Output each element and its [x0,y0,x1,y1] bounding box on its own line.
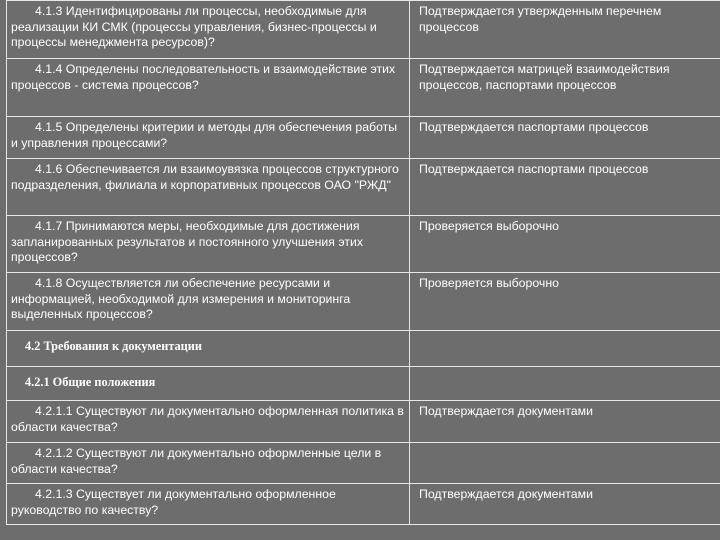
answer-cell: Подтверждается документами [410,484,720,525]
section-row [7,331,720,367]
table-row [7,484,720,525]
question-cell: 4.1.5 Определены критерии и методы для обеспечения работы и управления процессами? [7,117,410,159]
table-row [7,59,720,117]
answer-cell: Подтверждается матрицей взаимодействия процессов, паспортами процессов [410,59,720,117]
question-cell: 4.1.8 Осуществляется ли обеспечение ресурсами и информацией, необходимой для измерения и мониторинга выделенных процессов? [7,273,410,331]
answer-cell: Проверяется выборочно [410,273,720,331]
question-cell: 4.1.6 Обеспечивается ли взаимоувязка процессов структурного подразделения, филиала и корпоративных процессов ОАО "РЖД" [7,159,410,216]
table-row [7,443,720,484]
question-cell: 4.2.1.1 Существуют ли документально оформленная политика в области качества? [7,401,410,443]
question-cell: 4.1.7 Принимаются меры, необходимые для достижения запланированных результатов и постоянного улучшения этих процессов? [7,216,410,273]
table-row [7,117,720,159]
table-row [7,159,720,216]
table-row [7,1,720,59]
question-cell: 4.2.1.3 Существует ли документально оформленное руководство по качеству? [7,484,410,525]
question-cell: 4.1.4 Определены последовательность и взаимодействие этих процессов - система процессов? [7,59,410,117]
requirements-table [6,0,720,525]
section-heading: 4.2 Требования к документации [7,331,410,367]
answer-cell: Подтверждается документами [410,401,720,443]
answer-cell: Подтверждается паспортами процессов [410,117,720,159]
answer-cell: Подтверждается паспортами процессов [410,159,720,216]
answer-cell [410,443,720,484]
table-row [7,273,720,331]
question-cell: 4.1.3 Идентифицированы ли процессы, необходимые для реализации КИ СМК (процессы управления, бизнес-процессы и процессы менеджмента ресурсов)? [7,1,410,59]
answer-cell [410,367,720,401]
question-cell: 4.2.1.2 Существуют ли документально оформленные цели в области качества? [7,443,410,484]
table-row [7,216,720,273]
answer-cell: Проверяется выборочно [410,216,720,273]
table-row [7,401,720,443]
answer-cell: Подтверждается утвержденным перечнем процессов [410,1,720,59]
subsection-heading: 4.2.1 Общие положения [7,367,410,401]
answer-cell [410,331,720,367]
section-row [7,367,720,401]
